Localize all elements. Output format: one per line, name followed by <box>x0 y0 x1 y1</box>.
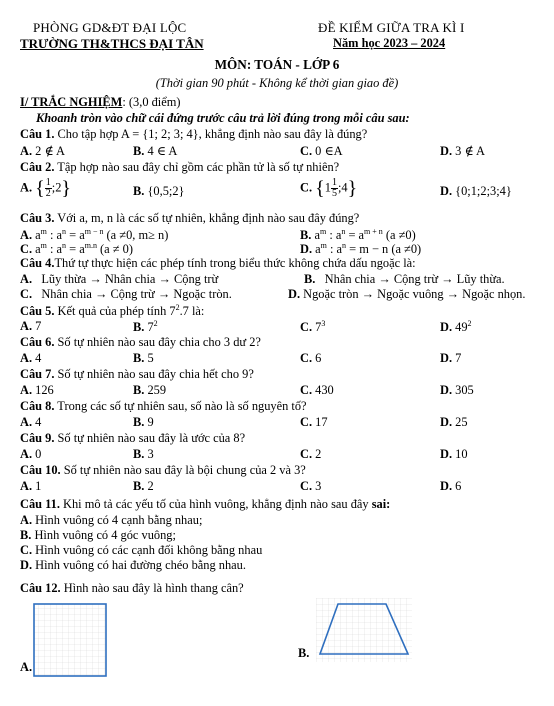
q7-option-a[interactable]: A. 126 <box>20 383 54 397</box>
section-heading: I/ TRẮC NGHIỆM: (3,0 điểm) <box>20 95 181 109</box>
q1-option-b[interactable]: B. 4 ∈ A <box>133 144 178 158</box>
question-11: Câu 11. Khi mô tả các yếu tố của hình vuông, khẳng định nào sau đây sai: <box>20 497 391 511</box>
q11-option-a[interactable]: A. Hình vuông có 4 cạnh bằng nhau; <box>20 513 203 527</box>
question-8: Câu 8. Trong các số tự nhiên sau, số nào là số nguyên tố? <box>20 399 307 413</box>
q10-option-d[interactable]: D. 6 <box>440 479 462 493</box>
q4-option-b[interactable]: B. Nhân chia → Cộng trừ → Lũy thừa. <box>304 272 505 286</box>
q5-option-a[interactable]: A. 7 <box>20 319 42 333</box>
q7-option-d[interactable]: D. 305 <box>440 383 474 397</box>
q10-option-b[interactable]: B. 2 <box>133 479 154 493</box>
q8-option-d[interactable]: D. 25 <box>440 415 468 429</box>
exam-title: ĐỀ KIỂM GIỮA TRA KÌ I <box>318 20 465 35</box>
square-figure[interactable] <box>32 602 108 678</box>
q1-option-d[interactable]: D. 3 ∉ A <box>440 144 485 158</box>
question-7: Câu 7. Số tự nhiên nào sau đây chia hết cho 9? <box>20 367 254 381</box>
q7-option-b[interactable]: B. 259 <box>133 383 167 397</box>
question-6: Câu 6. Số tự nhiên nào sau đây chia cho 3 dư 2? <box>20 335 261 349</box>
q12-option-b[interactable]: B. <box>298 646 310 660</box>
department-name: PHÒNG GD&ĐT ĐẠI LỘC <box>33 20 187 35</box>
q5-option-c[interactable]: C. $7^3$ <box>300 319 326 334</box>
q6-option-d[interactable]: D. 7 <box>440 351 462 365</box>
q3-option-b[interactable]: B. $a^m$ : $a^n = a^{m + n}$ (a ≠0) <box>300 227 416 242</box>
q3-option-c[interactable]: C. $a^m$ : $a^n = a^{m.n}$ (a ≠ 0) <box>20 241 133 256</box>
question-3: Câu 3. Với a, m, n là các số tự nhiên, khẳng định nào sau đây đúng? <box>20 211 360 225</box>
school-year: Năm học 2023 – 2024 <box>333 36 446 50</box>
trapezoid-figure[interactable] <box>316 598 412 662</box>
q6-option-a[interactable]: A. 4 <box>20 351 42 365</box>
q9-option-c[interactable]: C. 2 <box>300 447 322 461</box>
question-9: Câu 9. Số tự nhiên nào sau đây là ước của 8? <box>20 431 246 445</box>
q10-option-c[interactable]: C. 3 <box>300 479 322 493</box>
q9-option-a[interactable]: A. 0 <box>20 447 42 461</box>
q4-option-d[interactable]: D. Ngoặc tròn → Ngoặc vuông → Ngoặc nhọn. <box>288 287 526 301</box>
question-5: Câu 5. Kết quả của phép tính $7^2.7$ là: <box>20 303 205 318</box>
q11-option-b[interactable]: B. Hình vuông có 4 góc vuông; <box>20 528 176 542</box>
q1-option-a[interactable]: A. 2 ∉ A <box>20 144 65 158</box>
question-4: Câu 4.Thứ tự thực hiện các phép tính trong biểu thức không chứa dấu ngoặc là: <box>20 256 416 270</box>
q10-option-a[interactable]: A. 1 <box>20 479 42 493</box>
time-note: (Thời gian 90 phút - Không kể thời gian giao đề) <box>155 76 399 90</box>
q6-option-b[interactable]: B. 5 <box>133 351 154 365</box>
q3-option-d[interactable]: D. $a^m$ : $a^n = m - n$ (a ≠0) <box>300 241 422 256</box>
q3-option-a[interactable]: A. $a^m$ : $a^n = a^{m - n}$ (a ≠0, m≥ n) <box>20 227 169 242</box>
instruction: Khoanh tròn vào chữ cái đứng trước câu trả lời đúng trong mỗi câu sau: <box>36 111 410 125</box>
question-2: Câu 2. Tập hợp nào sau đây chỉ gồm các phần tử là số tự nhiên? <box>20 160 340 174</box>
q9-option-b[interactable]: B. 3 <box>133 447 154 461</box>
q6-option-c[interactable]: C. 6 <box>300 351 322 365</box>
q5-option-b[interactable]: B. $7^2$ <box>133 319 158 334</box>
question-1: Câu 1. Cho tập hợp A = {1; 2; 3; 4}, khẳng định nào sau đây là đúng? <box>20 127 368 141</box>
subject-title: MÔN: TOÁN - LỚP 6 <box>214 57 340 72</box>
q4-option-c[interactable]: C. Nhân chia → Cộng trừ → Ngoặc tròn. <box>20 287 232 301</box>
q8-option-c[interactable]: C. 17 <box>300 415 328 429</box>
q4-option-a[interactable]: A. Lũy thừa → Nhân chia → Cộng trừ <box>20 272 219 286</box>
q7-option-c[interactable]: C. 430 <box>300 383 334 397</box>
school-name: TRƯỜNG TH&THCS ĐẠI TÂN <box>20 36 204 51</box>
q12-option-a[interactable]: A. <box>20 660 33 674</box>
question-10: Câu 10. Số tự nhiên nào sau đây là bội chung của 2 và 3? <box>20 463 306 477</box>
question-12: Câu 12. Hình nào sau đây là hình thang cân? <box>20 581 244 595</box>
q8-option-a[interactable]: A. 4 <box>20 415 42 429</box>
q11-option-d[interactable]: D. Hình vuông có hai đường chéo bằng nhau. <box>20 558 246 572</box>
q5-option-d[interactable]: D. $49^2$ <box>440 319 472 334</box>
q1-option-c[interactable]: C. 0 ∈A <box>300 144 343 158</box>
q11-option-c[interactable]: C. Hình vuông có các cạnh đối không bằng nhau <box>20 543 263 557</box>
q2-option-b[interactable]: B. {0,5;2} <box>133 184 185 198</box>
q8-option-b[interactable]: B. 9 <box>133 415 154 429</box>
q2-option-d[interactable]: D. {0;1;2;3;4} <box>440 184 512 198</box>
q9-option-d[interactable]: D. 10 <box>440 447 468 461</box>
q2-option-c[interactable]: C. {1 $\frac{1}{5}$ ;4} <box>300 177 358 200</box>
q2-option-a[interactable]: A. { $\frac{1}{2}$ ;2} <box>20 177 72 200</box>
